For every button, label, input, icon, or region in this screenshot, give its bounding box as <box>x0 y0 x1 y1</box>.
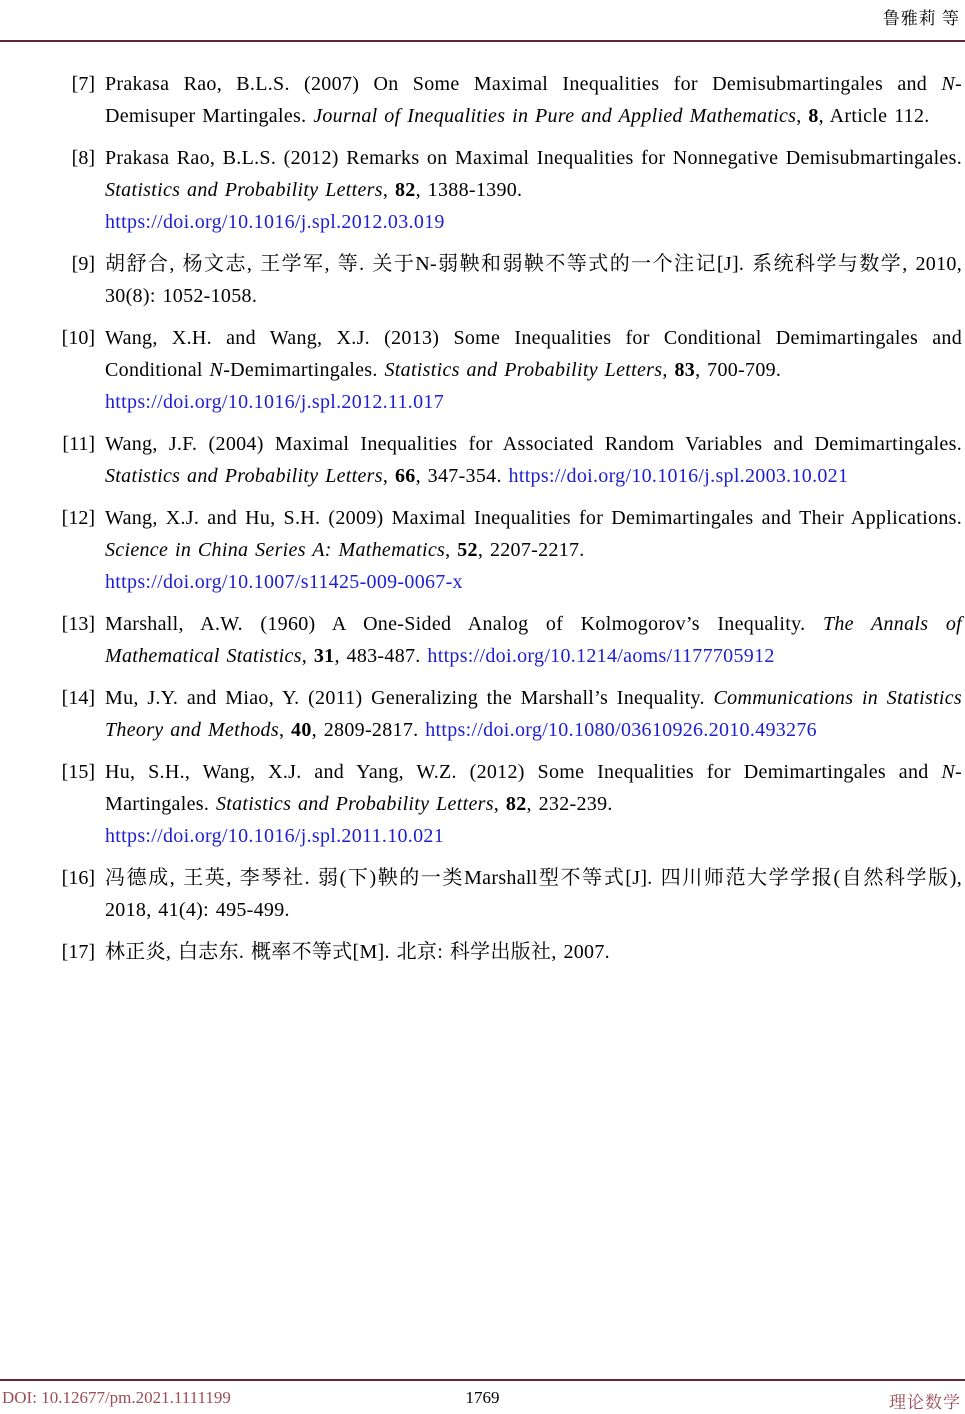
reference-item <box>61 936 962 968</box>
reference-item <box>71 68 962 132</box>
reference-label: [12] <box>61 507 95 529</box>
reference-text-run: 胡舒合, 杨文志, 王学军, 等. 关于N-弱鞅和弱鞅不等式的一个注记[J]. 系统科学与数学, 2010, 30(8): 1052-1058. <box>105 253 962 307</box>
reference-item <box>61 608 963 672</box>
reference-label: [16] <box>61 867 95 889</box>
reference-label: [13] <box>61 613 95 635</box>
italic-title: Statistics and Probability Letters <box>105 179 383 201</box>
reference-text <box>105 941 610 963</box>
volume-number: 82 <box>394 179 416 201</box>
reference-text-run: Wang, X.H. and Wang, X.J. (2013) Some Inequalities for Conditional Demimartingales and Conditional <box>105 327 962 381</box>
italic-title: N <box>209 359 224 381</box>
doi-link[interactable]: https://doi.org/10.1016/j.spl.2003.10.021 <box>508 465 849 487</box>
reference-text-run: , <box>796 105 809 127</box>
reference-text <box>105 507 962 593</box>
reference-item <box>61 322 962 418</box>
reference-text <box>105 761 962 847</box>
doi-link[interactable]: https://doi.org/10.1016/j.spl.2011.10.021 <box>105 825 444 847</box>
italic-title: The Annals of Mathematical Statistics <box>105 613 963 667</box>
running-author: 鲁雅莉 等 <box>882 9 960 28</box>
reference-text-run: Wang, J.F. (2004) Maximal Inequalities for Associated Random Variables and Demimartingales. <box>105 433 962 455</box>
reference-text-run: -Demimartingales. <box>223 359 385 381</box>
reference-text-run: Wang, X.J. and Hu, S.H. (2009) Maximal Inequalities for Demimartingales and Their Applications. <box>105 507 962 529</box>
volume-number: 66 <box>394 465 416 487</box>
page-number: 1769 <box>465 1388 500 1407</box>
doi-link[interactable]: https://doi.org/10.1214/aoms/1177705912 <box>427 645 775 667</box>
reference-item <box>61 682 963 746</box>
reference-item <box>61 502 962 598</box>
reference-text-run: , 2809-2817. <box>311 719 426 741</box>
italic-title: N <box>941 73 956 95</box>
reference-text-run: Prakasa Rao, B.L.S. (2012) Remarks on Maximal Inequalities for Nonnegative Demisubmartingales. <box>105 147 962 169</box>
reference-text-run: , 232-239. <box>526 793 613 815</box>
reference-text-run: Mu, J.Y. and Miao, Y. (2011) Generalizing the Marshall’s Inequality. <box>105 687 714 709</box>
reference-text-run: , <box>662 359 675 381</box>
reference-text-run: Marshall, A.W. (1960) A One-Sided Analog of Kolmogorov’s Inequality. <box>105 613 823 635</box>
reference-text <box>105 867 962 921</box>
reference-label: [7] <box>71 73 95 95</box>
journal-name: 理论数学 <box>889 1393 961 1412</box>
reference-text <box>105 327 962 413</box>
reference-label: [15] <box>61 761 95 783</box>
doi-link[interactable]: https://doi.org/10.1007/s11425-009-0067-x <box>105 571 463 593</box>
reference-text <box>105 433 962 487</box>
reference-text-run: , Article 112. <box>818 105 930 127</box>
reference-text-run: -Martingales. <box>105 761 962 815</box>
reference-item <box>71 248 962 312</box>
reference-text-run: , <box>493 793 506 815</box>
volume-number: 82 <box>505 793 527 815</box>
reference-text <box>105 147 962 233</box>
volume-number: 8 <box>808 105 819 127</box>
reference-item <box>61 756 962 852</box>
reference-text-run: , 347-354. <box>415 465 509 487</box>
reference-item <box>71 142 962 238</box>
reference-label: [8] <box>71 147 95 169</box>
reference-text-run: , <box>382 465 395 487</box>
reference-text-run: , <box>301 645 314 667</box>
reference-label: [9] <box>71 253 95 275</box>
reference-text <box>105 613 962 667</box>
reference-text <box>105 73 962 127</box>
doi-link[interactable]: https://doi.org/10.1080/03610926.2010.493276 <box>425 719 817 741</box>
reference-text-run: 冯德成, 王英, 李琴社. 弱(下)鞅的一类Marshall型不等式[J]. 四川师范大学学报(自然科学版), 2018, 41(4): 495-499. <box>105 867 962 921</box>
reference-item <box>62 428 962 492</box>
italic-title: N <box>941 761 956 783</box>
reference-text <box>105 687 962 741</box>
volume-number: 31 <box>313 645 335 667</box>
doi-link[interactable]: https://doi.org/10.1016/j.spl.2012.03.019 <box>105 211 445 233</box>
header-rule <box>0 40 965 42</box>
reference-text-run: -Demisuper Martingales. <box>105 73 962 127</box>
volume-number: 40 <box>291 719 312 741</box>
reference-text-run: Hu, S.H., Wang, X.J. and Yang, W.Z. (2012) Some Inequalities for Demimartingales and <box>105 761 942 783</box>
italic-title: Communications in Statistics Theory and Methods <box>105 687 963 741</box>
doi-link[interactable]: https://doi.org/10.1016/j.spl.2012.11.017 <box>105 391 444 413</box>
reference-label: [17] <box>61 941 95 963</box>
reference-text-run: 林正炎, 白志东. 概率不等式[M]. 北京: 科学出版社, 2007. <box>105 941 610 963</box>
reference-text-run: , 2207-2217. <box>477 539 585 561</box>
reference-text-run: , <box>445 539 458 561</box>
reference-text-run: , 1388-1390. <box>415 179 523 201</box>
reference-label: [11] <box>62 433 95 455</box>
reference-label: [10] <box>61 327 95 349</box>
reference-text-run: , 483-487. <box>334 645 428 667</box>
italic-title: Statistics and Probability Letters <box>215 793 494 815</box>
footer-rule <box>0 1379 965 1381</box>
reference-text-run: , <box>278 719 292 741</box>
reference-label: [14] <box>61 687 95 709</box>
reference-item <box>61 862 962 926</box>
reference-text-run: Prakasa Rao, B.L.S. (2007) On Some Maximal Inequalities for Demisubmartingales and <box>105 73 942 95</box>
italic-title: Statistics and Probability Letters <box>105 465 383 487</box>
italic-title: Statistics and Probability Letters <box>384 359 663 381</box>
italic-title: Journal of Inequalities in Pure and Applied Mathematics <box>313 105 797 127</box>
footer-doi-link[interactable]: DOI: 10.12677/pm.2021.1111199 <box>2 1388 231 1407</box>
volume-number: 52 <box>457 539 478 561</box>
reference-list <box>61 68 963 978</box>
italic-title: Science in China Series A: Mathematics <box>105 539 446 561</box>
reference-text <box>105 253 962 307</box>
reference-text-run: , <box>382 179 395 201</box>
volume-number: 83 <box>674 359 696 381</box>
reference-text-run: , 700-709. <box>695 359 782 381</box>
